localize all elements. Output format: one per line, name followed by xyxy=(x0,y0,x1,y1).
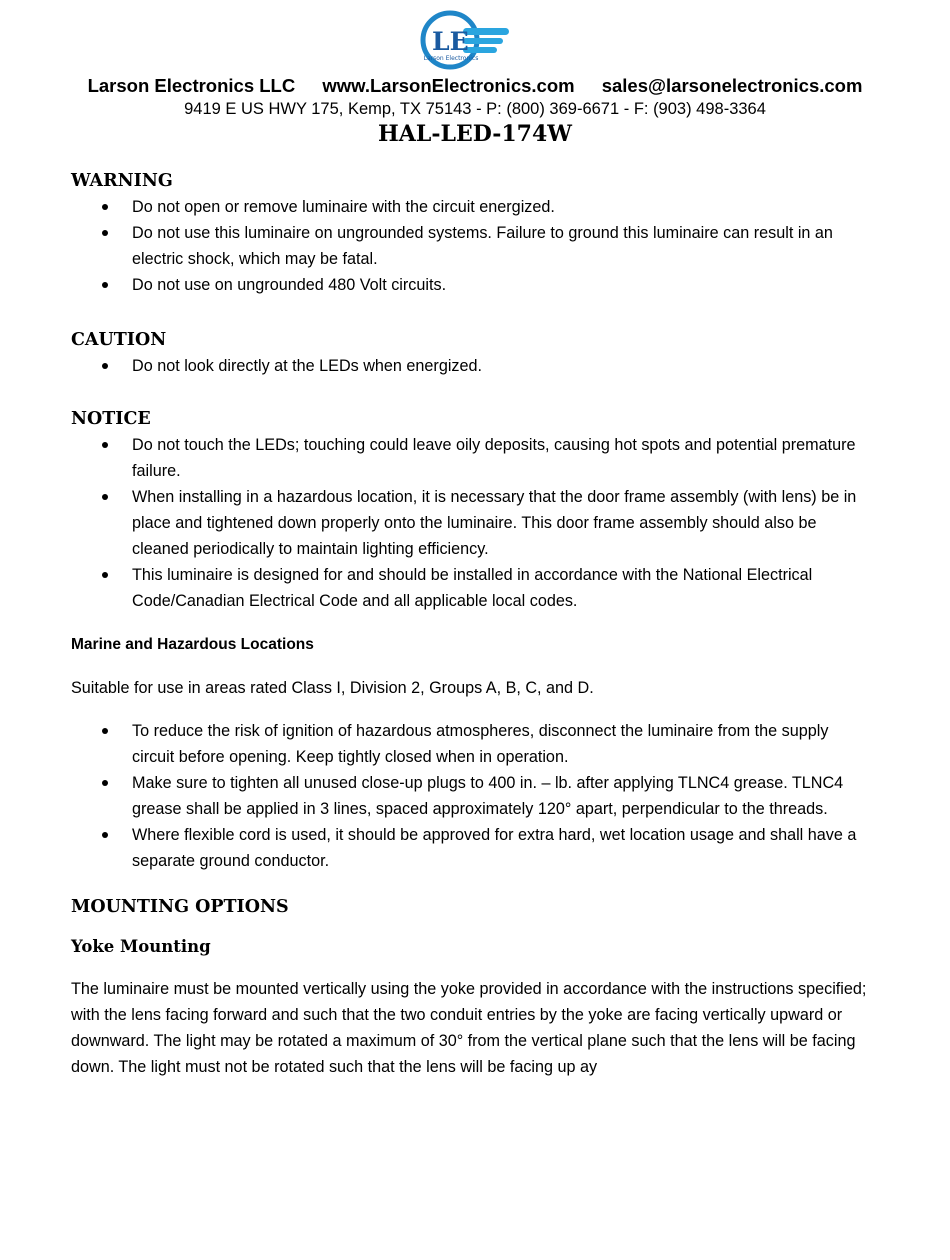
list-item: Do not touch the LEDs; touching could leave oily deposits, causing hot spots and potential premature failure. xyxy=(71,432,871,484)
list-item: Where flexible cord is used, it should be approved for extra hard, wet location usage and shall have a separate ground conductor. xyxy=(71,822,871,874)
website-link[interactable]: www.LarsonElectronics.com xyxy=(322,75,575,96)
yoke-mounting-heading: Yoke Mounting xyxy=(71,937,211,956)
bullet-icon xyxy=(102,363,108,369)
warning-list xyxy=(71,194,871,298)
bullet-icon xyxy=(102,282,108,288)
company-name: Larson Electronics LLC xyxy=(87,75,296,96)
list-item: When installing in a hazardous location, it is necessary that the door frame assembly (with lens) be in place and tightened down properly onto the luminaire. This door frame assembly should also be cleaned periodically to maintain lighting efficiency. xyxy=(71,484,871,562)
document-body xyxy=(71,168,871,1080)
notice-list xyxy=(71,432,871,614)
email-link[interactable]: sales@larsonelectronics.com xyxy=(601,75,863,96)
list-item: Do not open or remove luminaire with the circuit energized. xyxy=(71,194,871,220)
bullet-icon xyxy=(102,442,108,448)
list-item: Do not use on ungrounded 480 Volt circuits. xyxy=(71,272,871,298)
marine-hazardous-heading: Marine and Hazardous Locations xyxy=(71,636,314,653)
mounting-options-heading: MOUNTING OPTIONS xyxy=(71,897,289,917)
bullet-icon xyxy=(102,728,108,734)
list-item: To reduce the risk of ignition of hazardous atmospheres, disconnect the luminaire from the supply circuit before opening. Keep tightly closed when in operation. xyxy=(71,718,871,770)
bullet-icon xyxy=(102,494,108,500)
list-item: Do not use this luminaire on ungrounded systems. Failure to ground this luminaire can result in an electric shock, which may be fatal. xyxy=(71,220,871,272)
warning-heading: WARNING xyxy=(71,171,173,191)
company-address: 9419 E US HWY 175, Kemp, TX 75143 - P: (800) 369-6671 - F: (903) 498-3364 xyxy=(184,100,766,118)
yoke-mounting-paragraph: The luminaire must be mounted vertically using the yoke provided in accordance with the instructions specified; with the lens facing forward and such that the two conduit entries by the yoke are facing vertically upward or downward. The light may be rotated a maximum of 30° from the vertical plane such that the lens will be facing down. The light must not be rotated such that the lens will be facing up ay xyxy=(71,980,867,1076)
list-item: Do not look directly at the LEDs when energized. xyxy=(71,353,871,379)
notice-heading: NOTICE xyxy=(71,409,151,429)
company-logo xyxy=(419,10,511,72)
caution-heading: CAUTION xyxy=(71,330,167,350)
bullet-icon xyxy=(102,780,108,786)
caution-list xyxy=(71,353,871,379)
model-number-title: HAL-LED-174W xyxy=(378,121,572,147)
hazardous-rating-text: Suitable for use in areas rated Class I, Division 2, Groups A, B, C, and D. xyxy=(71,679,594,697)
list-item: This luminaire is designed for and should be installed in accordance with the National Electrical Code/Canadian Electrical Code and all applicable local codes. xyxy=(71,562,871,614)
list-item: Make sure to tighten all unused close-up plugs to 400 in. – lb. after applying TLNC4 grease. TLNC4 grease shall be applied in 3 lines, spaced approximately 120° apart, perpendicular to the threads. xyxy=(71,770,871,822)
svg-text:LE: LE xyxy=(432,27,469,56)
hazardous-list xyxy=(71,718,871,874)
bullet-icon xyxy=(102,230,108,236)
bullet-icon xyxy=(102,572,108,578)
bullet-icon xyxy=(102,832,108,838)
company-contact-line xyxy=(0,74,950,98)
svg-text:Larson Electronics: Larson Electronics xyxy=(423,55,479,62)
bullet-icon xyxy=(102,204,108,210)
